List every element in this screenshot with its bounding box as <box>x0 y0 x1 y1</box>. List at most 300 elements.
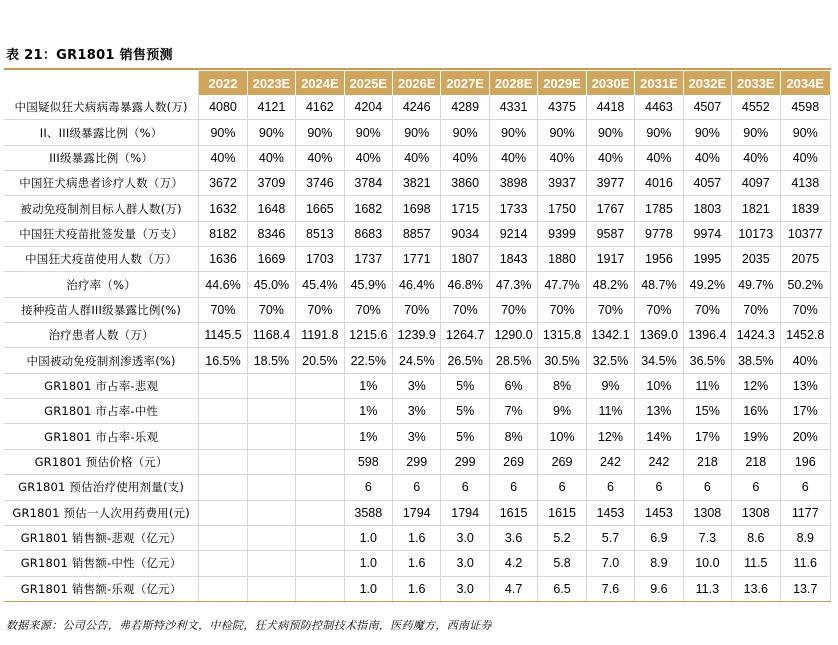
table-row <box>4 500 831 525</box>
value-cell: 1452.8 <box>780 323 830 348</box>
value-cell: 48.2% <box>586 272 634 297</box>
value-cell: 3672 <box>199 171 247 196</box>
value-cell: 90% <box>199 120 247 145</box>
value-cell <box>199 576 247 601</box>
value-cell: 1615 <box>538 500 586 525</box>
value-cell: 13.7 <box>780 576 830 601</box>
value-cell: 9034 <box>441 221 489 246</box>
value-cell: 4246 <box>393 95 441 120</box>
value-cell: 90% <box>732 120 780 145</box>
value-cell: 1807 <box>441 247 489 272</box>
title-rule <box>4 68 831 70</box>
value-cell <box>199 399 247 424</box>
row-label: GR1801 市占率-中性 <box>4 399 199 424</box>
value-cell: 19% <box>732 424 780 449</box>
table-row <box>4 145 831 170</box>
value-cell: 4.2 <box>489 551 537 576</box>
value-cell: 40% <box>780 145 830 170</box>
value-cell: 1.0 <box>344 525 392 550</box>
value-cell: 5.2 <box>538 525 586 550</box>
value-cell: 6 <box>586 475 634 500</box>
value-cell: 1.6 <box>393 551 441 576</box>
table-row <box>4 272 831 297</box>
value-cell: 1308 <box>732 500 780 525</box>
value-cell: 1669 <box>247 247 295 272</box>
value-cell: 3% <box>393 424 441 449</box>
year-header-cell: 2022 <box>199 71 247 95</box>
value-cell <box>199 525 247 550</box>
value-cell: 3% <box>393 399 441 424</box>
value-cell: 7.6 <box>586 576 634 601</box>
value-cell: 28.5% <box>489 348 537 373</box>
value-cell: 16.5% <box>199 348 247 373</box>
year-header-cell: 2024E <box>296 71 344 95</box>
value-cell: 1771 <box>393 247 441 272</box>
value-cell <box>296 500 344 525</box>
value-cell: 70% <box>780 297 830 322</box>
year-header-cell: 2027E <box>441 71 489 95</box>
value-cell: 8857 <box>393 221 441 246</box>
value-cell: 40% <box>441 145 489 170</box>
value-cell: 8% <box>538 373 586 398</box>
value-cell <box>296 576 344 601</box>
value-cell: 90% <box>586 120 634 145</box>
value-cell: 11% <box>586 399 634 424</box>
row-label: 被动免疫制剂目标人群人数(万) <box>4 196 199 221</box>
value-cell <box>247 475 295 500</box>
header-corner-cell <box>4 71 199 95</box>
value-cell: 1794 <box>441 500 489 525</box>
table-body <box>4 95 831 601</box>
value-cell: 1369.0 <box>635 323 683 348</box>
value-cell: 4121 <box>247 95 295 120</box>
value-cell: 4375 <box>538 95 586 120</box>
value-cell <box>296 424 344 449</box>
value-cell: 1342.1 <box>586 323 634 348</box>
value-cell: 1703 <box>296 247 344 272</box>
value-cell <box>296 551 344 576</box>
value-cell: 70% <box>393 297 441 322</box>
value-cell: 40% <box>683 145 731 170</box>
value-cell: 6 <box>344 475 392 500</box>
value-cell: 90% <box>538 120 586 145</box>
value-cell <box>296 525 344 550</box>
value-cell: 5.7 <box>586 525 634 550</box>
value-cell: 30.5% <box>538 348 586 373</box>
value-cell <box>199 475 247 500</box>
value-cell: 1.0 <box>344 551 392 576</box>
table-row <box>4 551 831 576</box>
value-cell: 3.6 <box>489 525 537 550</box>
value-cell: 218 <box>732 449 780 474</box>
value-cell: 7% <box>489 399 537 424</box>
value-cell: 40% <box>247 145 295 170</box>
table-row <box>4 424 831 449</box>
value-cell: 11% <box>683 373 731 398</box>
value-cell: 1715 <box>441 196 489 221</box>
value-cell: 6 <box>635 475 683 500</box>
value-cell: 15% <box>683 399 731 424</box>
value-cell: 20.5% <box>296 348 344 373</box>
value-cell: 1396.4 <box>683 323 731 348</box>
value-cell: 8346 <box>247 221 295 246</box>
value-cell: 598 <box>344 449 392 474</box>
value-cell: 4598 <box>780 95 830 120</box>
value-cell: 70% <box>441 297 489 322</box>
value-cell: 45.4% <box>296 272 344 297</box>
row-label: 中国被动免疫制剂渗透率(%) <box>4 348 199 373</box>
value-cell: 6 <box>393 475 441 500</box>
value-cell <box>296 399 344 424</box>
row-label: GR1801 销售额-乐观（亿元） <box>4 576 199 601</box>
value-cell: 4204 <box>344 95 392 120</box>
value-cell: 47.7% <box>538 272 586 297</box>
value-cell: 196 <box>780 449 830 474</box>
table-row <box>4 297 831 322</box>
row-label: 中国疑似狂犬病病毒暴露人数(万) <box>4 95 199 120</box>
row-label: 治疗率（%） <box>4 272 199 297</box>
value-cell: 70% <box>538 297 586 322</box>
value-cell: 1843 <box>489 247 537 272</box>
value-cell: 13% <box>780 373 830 398</box>
value-cell: 1750 <box>538 196 586 221</box>
value-cell: 16% <box>732 399 780 424</box>
value-cell: 4016 <box>635 171 683 196</box>
value-cell: 70% <box>296 297 344 322</box>
year-header-cell: 2033E <box>732 71 780 95</box>
year-header-cell: 2032E <box>683 71 731 95</box>
value-cell <box>247 551 295 576</box>
value-cell: 5% <box>441 424 489 449</box>
value-cell: 3.0 <box>441 576 489 601</box>
value-cell: 242 <box>635 449 683 474</box>
row-label: GR1801 销售额-悲观（亿元） <box>4 525 199 550</box>
value-cell: 6 <box>780 475 830 500</box>
year-header-cell: 2026E <box>393 71 441 95</box>
row-label: 接种疫苗人群III级暴露比例(%) <box>4 297 199 322</box>
value-cell: 40% <box>586 145 634 170</box>
value-cell: 90% <box>296 120 344 145</box>
value-cell: 70% <box>199 297 247 322</box>
value-cell: 1453 <box>635 500 683 525</box>
value-cell <box>199 449 247 474</box>
value-cell: 4289 <box>441 95 489 120</box>
value-cell: 40% <box>732 145 780 170</box>
value-cell: 4418 <box>586 95 634 120</box>
value-cell: 1424.3 <box>732 323 780 348</box>
value-cell: 17% <box>683 424 731 449</box>
value-cell: 10% <box>538 424 586 449</box>
value-cell: 1215.6 <box>344 323 392 348</box>
value-cell: 1239.9 <box>393 323 441 348</box>
value-cell: 6 <box>538 475 586 500</box>
value-cell: 40% <box>199 145 247 170</box>
value-cell: 5.8 <box>538 551 586 576</box>
value-cell: 12% <box>586 424 634 449</box>
row-label: GR1801 销售额-中性（亿元） <box>4 551 199 576</box>
value-cell: 269 <box>538 449 586 474</box>
value-cell: 1665 <box>296 196 344 221</box>
row-label: GR1801 市占率-悲观 <box>4 373 199 398</box>
value-cell: 4162 <box>296 95 344 120</box>
value-cell: 90% <box>683 120 731 145</box>
value-cell: 6 <box>732 475 780 500</box>
value-cell: 6 <box>441 475 489 500</box>
value-cell: 6 <box>683 475 731 500</box>
value-cell: 40% <box>393 145 441 170</box>
value-cell: 9.6 <box>635 576 683 601</box>
value-cell: 6 <box>489 475 537 500</box>
value-cell: 14% <box>635 424 683 449</box>
value-cell: 4057 <box>683 171 731 196</box>
year-header-cell: 2025E <box>344 71 392 95</box>
value-cell: 6.5 <box>538 576 586 601</box>
value-cell: 40% <box>538 145 586 170</box>
value-cell: 3784 <box>344 171 392 196</box>
row-label: II、III级暴露比例（%） <box>4 120 199 145</box>
value-cell: 3821 <box>393 171 441 196</box>
value-cell: 1917 <box>586 247 634 272</box>
value-cell: 1767 <box>586 196 634 221</box>
value-cell: 1615 <box>489 500 537 525</box>
value-cell: 32.5% <box>586 348 634 373</box>
value-cell: 1177 <box>780 500 830 525</box>
value-cell: 3588 <box>344 500 392 525</box>
value-cell: 4080 <box>199 95 247 120</box>
table-row <box>4 221 831 246</box>
value-cell: 90% <box>441 120 489 145</box>
table-row <box>4 120 831 145</box>
value-cell: 12% <box>732 373 780 398</box>
table-row <box>4 323 831 348</box>
value-cell: 1% <box>344 399 392 424</box>
value-cell: 9778 <box>635 221 683 246</box>
value-cell: 13% <box>635 399 683 424</box>
value-cell: 10377 <box>780 221 830 246</box>
table-row <box>4 475 831 500</box>
value-cell: 242 <box>586 449 634 474</box>
row-label: GR1801 预估治疗使用剂量(支) <box>4 475 199 500</box>
value-cell: 299 <box>393 449 441 474</box>
value-cell: 11.6 <box>780 551 830 576</box>
value-cell: 1839 <box>780 196 830 221</box>
sales-forecast-table <box>4 71 831 602</box>
value-cell: 1168.4 <box>247 323 295 348</box>
table-row <box>4 95 831 120</box>
value-cell <box>199 373 247 398</box>
value-cell: 8182 <box>199 221 247 246</box>
value-cell: 45.9% <box>344 272 392 297</box>
row-label: GR1801 预估一人次用药费用(元) <box>4 500 199 525</box>
value-cell: 90% <box>247 120 295 145</box>
value-cell: 70% <box>489 297 537 322</box>
value-cell <box>199 551 247 576</box>
value-cell: 4507 <box>683 95 731 120</box>
value-cell: 1% <box>344 424 392 449</box>
value-cell: 70% <box>683 297 731 322</box>
value-cell: 8513 <box>296 221 344 246</box>
value-cell <box>247 424 295 449</box>
value-cell: 3.0 <box>441 525 489 550</box>
value-cell: 4463 <box>635 95 683 120</box>
source-note: 数据来源：公司公告，弗若斯特沙利文，中检院，狂犬病预防控制技术指南，医药魔方，西南证券 <box>6 619 492 632</box>
year-header-cell: 2029E <box>538 71 586 95</box>
value-cell: 2035 <box>732 247 780 272</box>
row-label: 中国狂犬疫苗使用人数（万） <box>4 247 199 272</box>
year-header-cell: 2031E <box>635 71 683 95</box>
year-header-cell: 2030E <box>586 71 634 95</box>
value-cell: 9587 <box>586 221 634 246</box>
value-cell: 18.5% <box>247 348 295 373</box>
value-cell <box>247 373 295 398</box>
value-cell: 269 <box>489 449 537 474</box>
value-cell: 1290.0 <box>489 323 537 348</box>
value-cell: 1.0 <box>344 576 392 601</box>
value-cell: 48.7% <box>635 272 683 297</box>
table-row <box>4 449 831 474</box>
value-cell: 9974 <box>683 221 731 246</box>
value-cell: 70% <box>247 297 295 322</box>
value-cell: 10.0 <box>683 551 731 576</box>
value-cell: 1682 <box>344 196 392 221</box>
value-cell <box>247 500 295 525</box>
value-cell: 8.6 <box>732 525 780 550</box>
value-cell: 1698 <box>393 196 441 221</box>
value-cell: 1264.7 <box>441 323 489 348</box>
table-row <box>4 196 831 221</box>
value-cell: 2075 <box>780 247 830 272</box>
year-header-cell: 2028E <box>489 71 537 95</box>
row-label: III级暴露比例（%） <box>4 145 199 170</box>
value-cell: 218 <box>683 449 731 474</box>
value-cell: 36.5% <box>683 348 731 373</box>
value-cell: 70% <box>732 297 780 322</box>
value-cell: 1191.8 <box>296 323 344 348</box>
value-cell: 8.9 <box>780 525 830 550</box>
value-cell: 3.0 <box>441 551 489 576</box>
value-cell: 49.7% <box>732 272 780 297</box>
value-cell: 1145.5 <box>199 323 247 348</box>
value-cell: 9399 <box>538 221 586 246</box>
header-row <box>4 71 831 95</box>
year-header-cell: 2034E <box>780 71 830 95</box>
value-cell: 1733 <box>489 196 537 221</box>
value-cell: 1648 <box>247 196 295 221</box>
value-cell: 1% <box>344 373 392 398</box>
value-cell: 3860 <box>441 171 489 196</box>
value-cell: 40% <box>780 348 830 373</box>
value-cell: 5% <box>441 373 489 398</box>
value-cell: 1995 <box>683 247 731 272</box>
value-cell: 20% <box>780 424 830 449</box>
value-cell: 70% <box>344 297 392 322</box>
value-cell: 3977 <box>586 171 634 196</box>
value-cell: 3898 <box>489 171 537 196</box>
value-cell: 34.5% <box>635 348 683 373</box>
value-cell: 4331 <box>489 95 537 120</box>
value-cell: 38.5% <box>732 348 780 373</box>
value-cell: 1794 <box>393 500 441 525</box>
value-cell: 1.6 <box>393 576 441 601</box>
value-cell: 90% <box>393 120 441 145</box>
value-cell: 1636 <box>199 247 247 272</box>
value-cell <box>247 399 295 424</box>
value-cell: 1453 <box>586 500 634 525</box>
value-cell: 70% <box>635 297 683 322</box>
value-cell: 90% <box>489 120 537 145</box>
value-cell: 44.6% <box>199 272 247 297</box>
row-label: GR1801 预估价格（元） <box>4 449 199 474</box>
value-cell: 3937 <box>538 171 586 196</box>
value-cell <box>296 373 344 398</box>
value-cell: 1308 <box>683 500 731 525</box>
value-cell: 70% <box>586 297 634 322</box>
value-cell: 13.6 <box>732 576 780 601</box>
value-cell: 299 <box>441 449 489 474</box>
value-cell: 49.2% <box>683 272 731 297</box>
value-cell: 90% <box>635 120 683 145</box>
value-cell: 5% <box>441 399 489 424</box>
value-cell: 7.0 <box>586 551 634 576</box>
value-cell: 3746 <box>296 171 344 196</box>
value-cell: 40% <box>296 145 344 170</box>
table-title: 表 21：GR1801 销售预测 <box>6 48 173 63</box>
row-label: GR1801 市占率-乐观 <box>4 424 199 449</box>
value-cell: 50.2% <box>780 272 830 297</box>
value-cell: 7.3 <box>683 525 731 550</box>
value-cell: 1632 <box>199 196 247 221</box>
value-cell: 40% <box>344 145 392 170</box>
value-cell: 90% <box>344 120 392 145</box>
value-cell: 26.5% <box>441 348 489 373</box>
table-row <box>4 399 831 424</box>
value-cell: 40% <box>635 145 683 170</box>
value-cell: 8.9 <box>635 551 683 576</box>
value-cell <box>247 576 295 601</box>
row-label: 中国狂犬病患者诊疗人数（万） <box>4 171 199 196</box>
value-cell: 4552 <box>732 95 780 120</box>
value-cell: 90% <box>780 120 830 145</box>
value-cell <box>199 424 247 449</box>
value-cell: 10173 <box>732 221 780 246</box>
value-cell: 10% <box>635 373 683 398</box>
value-cell: 1785 <box>635 196 683 221</box>
value-cell: 24.5% <box>393 348 441 373</box>
value-cell: 3% <box>393 373 441 398</box>
value-cell: 6% <box>489 373 537 398</box>
value-cell: 1737 <box>344 247 392 272</box>
value-cell: 9214 <box>489 221 537 246</box>
value-cell: 8683 <box>344 221 392 246</box>
value-cell <box>247 525 295 550</box>
table-row <box>4 171 831 196</box>
value-cell: 6.9 <box>635 525 683 550</box>
value-cell <box>247 449 295 474</box>
value-cell: 46.4% <box>393 272 441 297</box>
value-cell: 46.8% <box>441 272 489 297</box>
row-label: 治疗患者人数（万） <box>4 323 199 348</box>
value-cell: 8% <box>489 424 537 449</box>
row-label: 中国狂犬疫苗批签发量（万支） <box>4 221 199 246</box>
value-cell: 1880 <box>538 247 586 272</box>
value-cell: 45.0% <box>247 272 295 297</box>
value-cell: 17% <box>780 399 830 424</box>
year-header-cell: 2023E <box>247 71 295 95</box>
value-cell: 1315.8 <box>538 323 586 348</box>
value-cell: 4138 <box>780 171 830 196</box>
value-cell <box>296 449 344 474</box>
value-cell: 11.5 <box>732 551 780 576</box>
